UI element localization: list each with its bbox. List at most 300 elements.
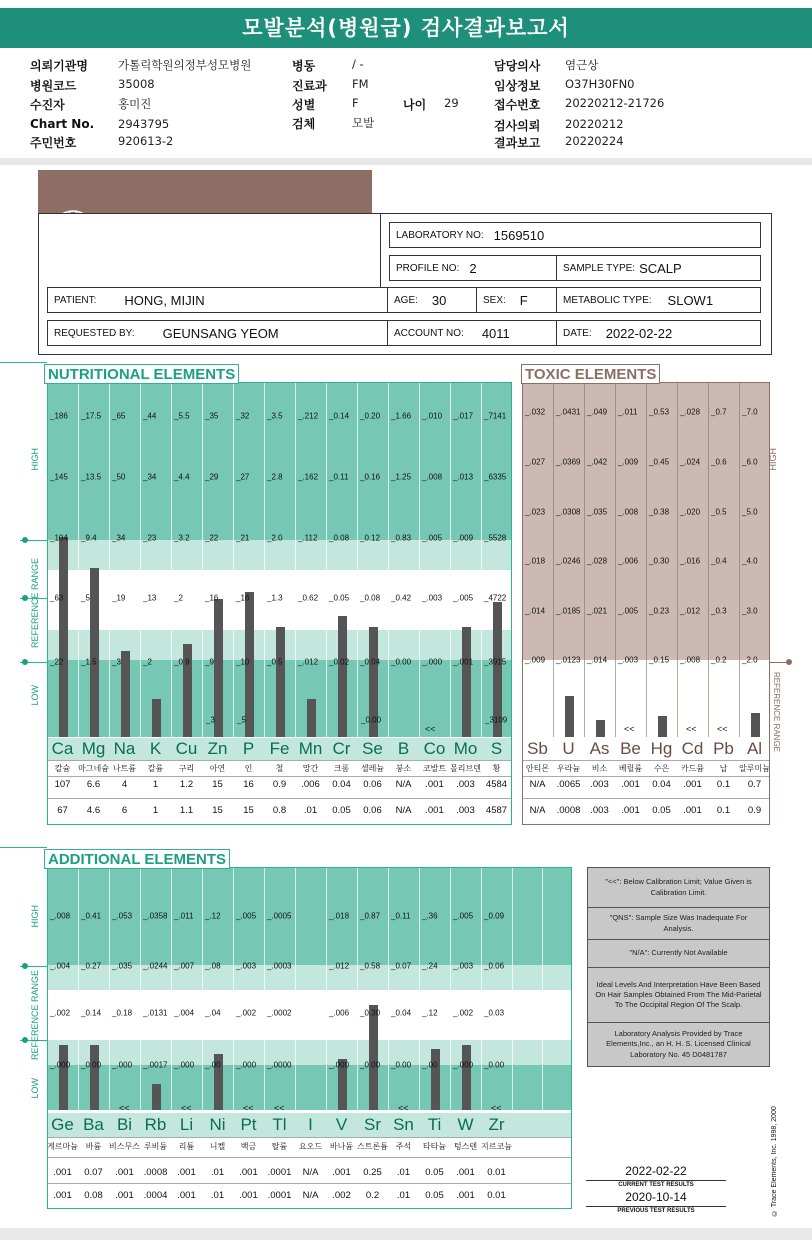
- tick-label: _0.00: [360, 1060, 381, 1070]
- tick-label: _0.23: [649, 606, 670, 616]
- current-value: 1: [152, 779, 159, 790]
- tick-label: _.003: [453, 961, 474, 971]
- previous-value: .01: [303, 805, 318, 816]
- tick-label: _.009: [525, 655, 546, 665]
- tick-label: _.0358: [143, 911, 168, 921]
- tick-label: _.36: [422, 911, 438, 921]
- tick-label: _.04: [205, 1008, 221, 1018]
- tick-label: _1.5: [81, 657, 97, 667]
- tick-label: _.009: [453, 533, 474, 543]
- tick-label: _.006: [329, 1008, 350, 1018]
- tick-label: _0.00: [361, 715, 382, 725]
- tick-label: _4.0: [742, 556, 758, 566]
- tick-label: _.010: [422, 411, 443, 421]
- tick-label: _1.25: [391, 472, 412, 482]
- tick-label: _44: [143, 411, 157, 421]
- tick-label: _16: [205, 593, 219, 603]
- sample-type-field: SAMPLE TYPE: SCALP: [556, 255, 761, 281]
- element-name-ko: 구리: [178, 764, 195, 773]
- previous-value: .0001: [267, 1190, 292, 1201]
- tick-label: _0.00: [391, 657, 412, 667]
- current-value: 4584: [485, 779, 508, 790]
- tick-label: _34: [143, 472, 157, 482]
- current-value: .001: [239, 1167, 258, 1178]
- header-mid-label-3: 검체: [292, 117, 316, 131]
- element-name-ko: 카드뮴: [680, 764, 705, 773]
- tick-label: _34: [112, 533, 126, 543]
- tick-label: _0.42: [391, 593, 412, 603]
- tick-label: _2: [143, 657, 152, 667]
- element-name-ko: 비소: [591, 764, 608, 773]
- addl-high-label: HIGH: [30, 905, 40, 928]
- sex-field: SEX: F: [476, 287, 557, 313]
- tick-label: _1.66: [391, 411, 412, 421]
- tick-label: _.017: [453, 411, 474, 421]
- tick-label: _0.3: [711, 606, 727, 616]
- tick-label: _.042: [587, 457, 608, 467]
- tick-label: _63: [50, 593, 64, 603]
- tick-label: _21: [236, 533, 250, 543]
- element-name-ko: 바륨: [85, 1142, 102, 1151]
- tick-label: _3.5: [267, 411, 283, 421]
- tick-label: _186: [50, 411, 68, 421]
- tick-label: _16: [236, 593, 250, 603]
- current-value: N/A: [302, 1167, 319, 1178]
- tick-label: _0.08: [360, 593, 381, 603]
- element-symbol: Sn: [388, 1113, 419, 1137]
- tick-label: _2.0: [742, 655, 758, 665]
- current-value: N/A: [395, 779, 412, 790]
- legend-box: [587, 867, 770, 1067]
- header-left-label-4: 주민번호: [30, 136, 77, 150]
- current-value: .001: [177, 1167, 196, 1178]
- element-symbol: Rb: [140, 1113, 171, 1137]
- element-name-ko: 게르마늄: [47, 1142, 78, 1151]
- current-value: 16: [243, 779, 254, 790]
- element-symbol: V: [326, 1113, 357, 1137]
- previous-value: .003: [590, 805, 609, 816]
- element-name-ko: 우라늄: [556, 764, 581, 773]
- previous-value: .001: [425, 805, 444, 816]
- tick-label: _.000: [329, 1060, 350, 1070]
- tick-label: _.053: [112, 911, 133, 921]
- previous-value: 15: [243, 805, 254, 816]
- tick-label: _3.0: [742, 606, 758, 616]
- element-symbol: Al: [739, 738, 770, 760]
- tick-label: _.028: [587, 556, 608, 566]
- element-name-ko: 칼슘: [54, 764, 71, 773]
- tick-label: _.000: [236, 1060, 257, 1070]
- tick-label: _0.02: [329, 657, 350, 667]
- header-right-label-2: 접수번호: [494, 98, 541, 112]
- previous-value: 0.8: [272, 805, 287, 816]
- below-limit-flag: <<: [274, 1103, 285, 1113]
- element-name-ko: 알루미늄: [739, 764, 770, 773]
- element-symbol: Na: [109, 738, 140, 760]
- element-name-ko: 몰리브덴: [450, 764, 481, 773]
- element-name-ko: 탈륨: [271, 1142, 288, 1151]
- age-field: AGE: 30: [387, 287, 477, 313]
- profile-no-field: PROFILE NO: 2: [389, 255, 557, 281]
- tick-label: _0.30: [649, 556, 670, 566]
- tick-label: _.08: [205, 961, 221, 971]
- tick-label: _6335: [484, 472, 507, 482]
- element-name-ko: 코발트: [422, 764, 447, 773]
- tick-label: _.0005: [267, 911, 292, 921]
- header-mid-value-1: FM: [352, 77, 369, 91]
- element-symbol: As: [584, 738, 615, 760]
- chart-frame: [47, 382, 512, 825]
- element-name-ko: 스트론튬: [357, 1142, 388, 1151]
- previous-value: 4587: [485, 805, 508, 816]
- header-left-value-1: 35008: [118, 77, 155, 91]
- tick-label: _6.0: [742, 457, 758, 467]
- previous-value: N/A: [395, 805, 412, 816]
- below-limit-flag: <<: [243, 1103, 254, 1113]
- tick-label: _0.6: [711, 457, 727, 467]
- element-symbol: I: [295, 1113, 326, 1137]
- element-symbol: Mn: [295, 738, 326, 760]
- tick-label: _.004: [50, 961, 71, 971]
- tick-label: _17.5: [81, 411, 102, 421]
- below-limit-flag: <<: [119, 1103, 130, 1113]
- previous-value: 0.1: [716, 805, 731, 816]
- previous-value: .003: [456, 805, 475, 816]
- previous-label: PREVIOUS TEST RESULTS: [617, 1208, 695, 1214]
- tick-label: _0.5: [711, 507, 727, 517]
- element-symbol: Tl: [264, 1113, 295, 1137]
- section-divider: [0, 158, 812, 165]
- previous-value: .001: [621, 805, 640, 816]
- element-name-ko: 수은: [653, 764, 670, 773]
- below-limit-flag: <<: [624, 724, 635, 734]
- tick-label: _.0003: [267, 961, 292, 971]
- tick-label: _.000: [50, 1060, 71, 1070]
- legend-item: Laboratory Analysis Provided by Trace Elements,Inc., an H. H. S. Licensed Clinical Laboratory No. 45 D0481787: [606, 1029, 751, 1059]
- header-left-label-3: Chart No.: [30, 117, 95, 131]
- tick-label: _.035: [112, 961, 133, 971]
- current-value: .001: [683, 779, 702, 790]
- element-name-ko: 칼륨: [147, 764, 164, 773]
- tick-label: _.0431: [556, 407, 581, 417]
- tick-label: _.018: [329, 911, 350, 921]
- element-name-ko: 주석: [395, 1142, 412, 1151]
- low-label: LOW: [30, 685, 40, 706]
- chart-frame: [522, 382, 770, 825]
- previous-value: N/A: [302, 1190, 319, 1201]
- tick-label: _27: [236, 472, 250, 482]
- header-right-value-1: O37H30FN0: [565, 77, 635, 91]
- previous-value: 6: [121, 805, 128, 816]
- tick-label: _.018: [525, 556, 546, 566]
- tick-label: _.020: [680, 507, 701, 517]
- tick-label: _145: [50, 472, 68, 482]
- previous-value: 0.9: [747, 805, 762, 816]
- header-left-value-0: 가톨릭학원의정부성모병원: [118, 58, 252, 72]
- ref-marker-dot: [22, 537, 28, 543]
- element-symbol: Fe: [264, 738, 295, 760]
- current-value: .0001: [267, 1167, 292, 1178]
- previous-value: 0.06: [363, 805, 382, 816]
- tick-label: _.012: [298, 657, 319, 667]
- tick-label: _0.2: [711, 655, 727, 665]
- tick-label: _0.06: [484, 961, 505, 971]
- tick-label: _.003: [422, 593, 443, 603]
- tick-label: _.0002: [267, 1008, 292, 1018]
- tick-label: _.112: [298, 533, 318, 543]
- tick-label: _2.8: [267, 472, 283, 482]
- header-mid-label-0: 병동: [292, 59, 316, 73]
- addl-low-label: LOW: [30, 1078, 40, 1099]
- element-symbol: Zr: [481, 1113, 512, 1137]
- tick-label: _19: [112, 593, 126, 603]
- tick-label: _.021: [587, 606, 608, 616]
- tick-label: _.005: [422, 533, 443, 543]
- tick-label: _9: [205, 657, 214, 667]
- header-left-value-4: 920613-2: [118, 134, 174, 148]
- tick-label: _.12: [422, 1008, 438, 1018]
- tick-label: _.0000: [267, 1060, 292, 1070]
- tick-label: _.001: [453, 657, 474, 667]
- element-name-ko: 리튬: [178, 1142, 195, 1151]
- tick-label: _29: [205, 472, 219, 482]
- element-name-ko: 나트륨: [112, 764, 137, 773]
- previous-value: N/A: [529, 805, 546, 816]
- tick-label: _0.11: [329, 472, 349, 482]
- tick-label: _0.20: [360, 411, 381, 421]
- tick-label: _0.45: [649, 457, 670, 467]
- tick-label: _.006: [618, 556, 639, 566]
- previous-value: 4.6: [86, 805, 101, 816]
- element-name-ko: 비스무스: [109, 1142, 140, 1151]
- tick-label: _.028: [680, 407, 701, 417]
- header-right-value-0: 염근상: [565, 58, 599, 72]
- element-symbol: Cr: [326, 738, 357, 760]
- header-left-label-1: 병원코드: [30, 79, 77, 93]
- tick-label: _.032: [525, 407, 546, 417]
- tick-label: _.0123: [556, 655, 581, 665]
- tick-label: _10: [236, 657, 250, 667]
- tick-label: _.005: [236, 911, 257, 921]
- tick-label: _3109: [485, 715, 508, 725]
- tick-label: _.0369: [556, 457, 581, 467]
- tick-label: _0.08: [329, 533, 350, 543]
- header-right-label-3: 검사의뢰: [494, 119, 541, 133]
- tick-label: _0.11: [391, 911, 411, 921]
- element-symbol: Pb: [708, 738, 739, 760]
- current-value: 0.9: [272, 779, 287, 790]
- header-left-label-2: 수진자: [30, 98, 65, 112]
- tick-label: _0.4: [711, 556, 727, 566]
- header-age-value: 29: [444, 96, 459, 110]
- element-name-ko: 망간: [302, 764, 319, 773]
- tick-label: _.00: [422, 1060, 438, 1070]
- tick-label: _.013: [453, 472, 474, 482]
- tick-label: _35: [205, 411, 219, 421]
- tick-label: _5.5: [174, 411, 190, 421]
- tick-label: _7141: [484, 411, 507, 421]
- current-label: CURRENT TEST RESULTS: [618, 1182, 694, 1188]
- tick-label: _.027: [525, 457, 546, 467]
- tick-label: _5: [81, 593, 90, 603]
- tick-label: _.008: [680, 655, 701, 665]
- metabolic-type-field: METABOLIC TYPE: SLOW1: [556, 287, 761, 313]
- tick-label: _.012: [680, 606, 701, 616]
- tick-label: _0.09: [484, 911, 505, 921]
- below-limit-flag: <<: [181, 1103, 192, 1113]
- previous-value: .001: [456, 1190, 475, 1201]
- tick-label: _65: [112, 411, 126, 421]
- bottom-strip: [0, 1228, 812, 1240]
- previous-value: 0.05: [652, 805, 671, 816]
- current-value: 0.04: [332, 779, 351, 790]
- tick-label: _4722: [484, 593, 507, 603]
- tick-label: _.004: [174, 1008, 195, 1018]
- tick-label: _.023: [525, 507, 546, 517]
- tick-label: _1.3: [267, 593, 283, 603]
- tick-label: _.0131: [143, 1008, 168, 1018]
- toxic-ref-dot: [786, 659, 792, 665]
- tick-label: _.003: [618, 655, 639, 665]
- tick-label: _.049: [587, 407, 608, 417]
- tick-label: _9.4: [81, 533, 97, 543]
- element-symbol: Bi: [109, 1113, 140, 1137]
- element-name-ko: 바나듐: [329, 1142, 354, 1151]
- tick-label: _23: [143, 533, 157, 543]
- tick-label: _0.16: [360, 472, 381, 482]
- current-value: 0.04: [652, 779, 671, 790]
- header-mid-label-1: 진료과: [292, 79, 327, 93]
- current-value: .001: [53, 1167, 72, 1178]
- previous-value: .01: [210, 1190, 225, 1201]
- element-symbol: Cd: [677, 738, 708, 760]
- element-symbol: U: [553, 738, 584, 760]
- below-limit-flag: <<: [491, 1103, 502, 1113]
- tick-label: _0.58: [360, 961, 381, 971]
- previous-value: .001: [683, 805, 702, 816]
- tick-label: _2: [174, 593, 183, 603]
- header-mid-label-2: 성별: [292, 98, 316, 112]
- element-name-ko: 타타늄: [422, 1142, 447, 1151]
- previous-value: .001: [53, 1190, 72, 1201]
- current-value: 0.01: [487, 1167, 506, 1178]
- tick-label: _0.53: [649, 407, 670, 417]
- tick-label: _104: [50, 533, 68, 543]
- previous-value: 0.08: [84, 1190, 103, 1201]
- element-symbol: K: [140, 738, 171, 760]
- element-symbol: Hg: [646, 738, 677, 760]
- tick-label: _.0185: [556, 606, 581, 616]
- current-value: .001: [621, 779, 640, 790]
- current-value: 0.05: [425, 1167, 444, 1178]
- current-value: 0.07: [84, 1167, 103, 1178]
- patient-field: PATIENT: HONG, MIJIN: [47, 287, 388, 313]
- tick-label: _0.30: [360, 1008, 381, 1018]
- nutritional-title: NUTRITIONAL ELEMENTS: [44, 364, 239, 384]
- reference-range-label: REFERENCE RANGE: [30, 558, 40, 649]
- element-name-ko: 루비듐: [143, 1142, 168, 1151]
- element-name-ko: 베릴륨: [618, 764, 643, 773]
- element-name-ko: 인: [244, 764, 253, 773]
- tick-label: _.002: [50, 1008, 71, 1018]
- tick-label: _.212: [298, 411, 319, 421]
- element-symbol: Mo: [450, 738, 481, 760]
- tick-label: _0.12: [360, 533, 381, 543]
- tick-label: _13.5: [81, 472, 102, 482]
- current-value: 0.06: [363, 779, 382, 790]
- legend-item: Ideal Levels And Interpretation Have Been Based On Hair Samples Obtained From The Mid-Parietal To The Occipital Region Of The Scalp.: [588, 968, 769, 1023]
- tick-label: _0.05: [329, 593, 350, 603]
- tick-label: _.011: [618, 407, 638, 417]
- report-title: 모발분석(병원급) 검사결과보고서: [0, 8, 812, 48]
- element-name-ko: 안티몬: [525, 764, 550, 773]
- header-right-label-1: 임상정보: [494, 79, 541, 93]
- header-right-value-2: 20220212-21726: [565, 96, 665, 110]
- element-symbol: Zn: [202, 738, 233, 760]
- tick-label: _.005: [618, 606, 639, 616]
- tick-label: _4.4: [174, 472, 190, 482]
- current-value: 6.6: [86, 779, 101, 790]
- legend-item: "<<": Below Calibration Limit; Value Given is Calibration Limit.: [588, 868, 769, 908]
- tick-label: _.008: [618, 507, 639, 517]
- tick-label: _0.04: [360, 657, 381, 667]
- ref-marker-dot: [22, 659, 28, 665]
- tick-label: _0.00: [391, 1060, 412, 1070]
- previous-value: 0.05: [425, 1190, 444, 1201]
- current-value: 0.25: [363, 1167, 382, 1178]
- tick-label: _.000: [453, 1060, 474, 1070]
- element-name-ko: 납: [719, 764, 728, 773]
- tick-label: _0.83: [391, 533, 412, 543]
- current-value: .006: [301, 779, 320, 790]
- tick-label: _.008: [50, 911, 71, 921]
- element-symbol: Ni: [202, 1113, 233, 1137]
- date-field: DATE: 2022-02-22: [556, 320, 761, 346]
- element-symbol: Cu: [171, 738, 202, 760]
- tick-label: _0.00: [484, 1060, 505, 1070]
- high-label: HIGH: [30, 448, 40, 471]
- tick-label: _.009: [618, 457, 639, 467]
- below-limit-flag: <<: [717, 724, 728, 734]
- tick-label: _.0017: [143, 1060, 168, 1070]
- ref-marker-dot: [22, 963, 28, 969]
- tick-label: _0.87: [360, 911, 381, 921]
- previous-value: 1.1: [179, 805, 194, 816]
- previous-value: 0.01: [487, 1190, 506, 1201]
- current-value: 107: [54, 779, 71, 790]
- current-value: .0008: [143, 1167, 168, 1178]
- tick-label: _.002: [236, 1008, 257, 1018]
- current-value: .003: [456, 779, 475, 790]
- element-name-ko: 지르코늄: [481, 1142, 512, 1151]
- previous-value: .01: [396, 1190, 411, 1201]
- header-age-label: 나이: [403, 98, 427, 112]
- element-symbol: Sr: [357, 1113, 388, 1137]
- element-name-ko: 붕소: [395, 764, 412, 773]
- tick-label: _22: [50, 657, 64, 667]
- chart-frame: [47, 867, 572, 1209]
- element-name-ko: 텅스텐: [453, 1142, 478, 1151]
- guide-line: [0, 362, 47, 363]
- legend-item: "N/A": Currently Not Available: [588, 940, 769, 968]
- tick-label: _0.41: [81, 911, 102, 921]
- tick-label: _.014: [587, 655, 608, 665]
- tick-label: _3915: [484, 657, 507, 667]
- element-name-ko: 요오드: [298, 1142, 323, 1151]
- tick-label: _.12: [205, 911, 221, 921]
- current-value: 0.7: [747, 779, 762, 790]
- tick-label: _0.18: [112, 1008, 133, 1018]
